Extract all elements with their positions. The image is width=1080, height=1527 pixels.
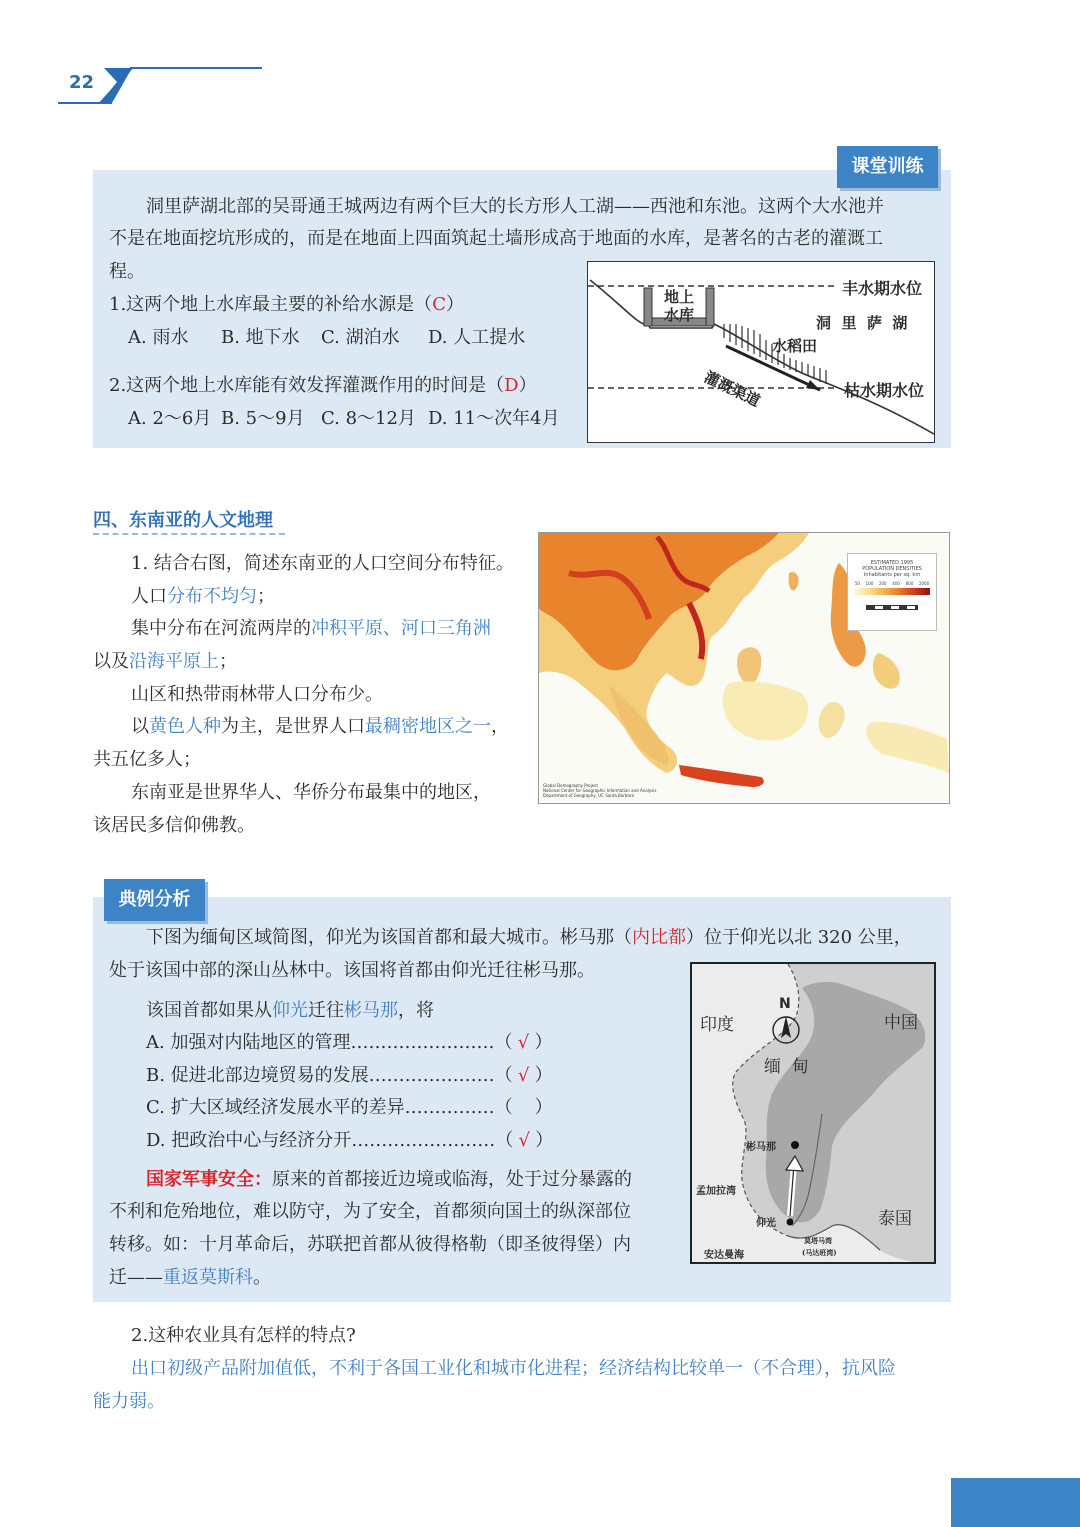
question-2-answer: D	[504, 375, 519, 396]
lead-highlight-1: 仰光	[272, 1000, 308, 1021]
legend-scale-bar	[866, 605, 918, 610]
option-c-close: ）	[534, 1097, 553, 1118]
q1-option-a: A. 雨水	[128, 327, 189, 348]
explanation-title: 国家军事安全：	[146, 1169, 272, 1190]
q1-option-c: C. 湖泊水	[321, 327, 400, 348]
option-a-text: A. 加强对内陆地区的管理……………………（	[146, 1032, 513, 1053]
section-heading-underline	[93, 533, 285, 535]
lead-pre: 该国首都如果从	[146, 1000, 272, 1021]
header-decoration	[0, 0, 300, 110]
question-2-close: ）	[518, 375, 537, 396]
answer-line-1	[131, 581, 275, 614]
answer-2-separator: 、	[383, 618, 401, 639]
answer-line-3	[93, 646, 237, 679]
explanation-line-3: 转移。如：十月革命后，苏联把首都从彼得格勒（即圣彼得堡）内	[109, 1234, 631, 1255]
credit-line-2: National Center for Geographic Information and Analysis	[543, 788, 657, 793]
q1-option-d: D. 人工提水	[428, 327, 526, 348]
legend-title-1: ESTIMATED 1995	[870, 560, 914, 566]
answer-2-pre: 集中分布在河流两岸的	[131, 618, 311, 639]
reservoir-label-2: 水库	[664, 306, 695, 324]
population-map-credit	[543, 783, 656, 798]
option-b-close: ）	[534, 1065, 553, 1086]
option-d-mark: √	[518, 1130, 530, 1151]
lake-label: 洞 里 萨 湖	[816, 314, 908, 332]
q2-option-d: D. 11～次年4月	[428, 408, 560, 429]
answer-5-mid: 为主，是世界人口	[221, 716, 365, 737]
north-label: N	[779, 996, 791, 1012]
myanmar-map	[690, 962, 936, 1264]
answer-1-highlight: 分布不均匀	[167, 586, 257, 607]
question-1-stem: 1.这两个地上水库最主要的补给水源是（	[109, 294, 433, 315]
question-2-answer-line-2: 能力弱。	[93, 1391, 165, 1412]
canal-label: 灌溉渠道	[701, 367, 764, 411]
practice-intro-line-1: 洞里萨湖北部的吴哥通王城两边有两个巨大的长方形人工湖——西池和东池。这两个大水池并	[146, 196, 884, 217]
explanation-text-1: 原来的首都接近边境或临海，处于过分暴露的	[272, 1169, 632, 1190]
answer-3-post: ；	[219, 651, 237, 672]
answer-1-post: ；	[257, 586, 275, 607]
question-1-answer: C	[432, 294, 446, 315]
example-option-c	[146, 1092, 553, 1125]
map-label-yangon: 仰光	[756, 1218, 776, 1229]
explanation-line-1	[146, 1164, 632, 1197]
q2-option-c: C. 8～12月	[321, 408, 416, 429]
section-question: 1. 结合右图，简述东南亚的人口空间分布特征。	[131, 553, 514, 574]
option-d-close: ）	[535, 1130, 554, 1151]
map-label-martaban-2: (马达班湾)	[802, 1248, 837, 1257]
answer-line-4: 山区和热带雨林带人口分布少。	[131, 684, 383, 705]
paddy-label: 水稻田	[772, 337, 818, 355]
option-b-mark: √	[517, 1065, 530, 1086]
map-label-martaban-1: 莫塔马湾	[804, 1236, 832, 1245]
legend-value-1: 50	[854, 581, 860, 586]
question-2-options	[128, 403, 560, 436]
map-label-bay-of-bengal: 孟加拉湾	[696, 1186, 736, 1197]
lead-post: ，将	[398, 1000, 434, 1021]
question-1-close: ）	[445, 294, 464, 315]
question-2-answer-line-1: 出口初级产品附加值低，不利于各国工业化和城市化进程；经济结构比较单一（不合理），抗风险	[131, 1358, 896, 1379]
question-1-options	[128, 322, 525, 355]
answer-1-pre: 人口	[131, 586, 167, 607]
example-intro-pre: 下图为缅甸区域简图，仰光为该国首都和最大城市。彬马那（	[146, 927, 632, 948]
credit-line-1: Global Demography Project	[543, 783, 598, 788]
answer-5-pre: 以	[131, 716, 149, 737]
map-label-china: 中国	[884, 1013, 918, 1033]
answer-line-2	[131, 613, 491, 646]
option-a-mark: √	[517, 1032, 530, 1053]
legend-value-6: 2000	[918, 581, 930, 586]
lead-mid: 迁往	[308, 1000, 344, 1021]
irrigation-diagram	[587, 261, 935, 443]
map-label-andaman: 安达曼海	[704, 1250, 744, 1261]
example-tag: 典例分析	[104, 879, 205, 921]
answer-line-8: 该居民多信仰佛教。	[93, 815, 255, 836]
answer-2-highlight-2: 河口三角洲	[401, 618, 491, 639]
page-number: 22	[69, 72, 95, 93]
explanation-4-highlight: 重返莫斯科	[163, 1267, 253, 1288]
legend-values	[852, 581, 932, 586]
practice-intro-line-3: 程。	[109, 261, 145, 282]
answer-line-5	[131, 711, 509, 744]
example-option-b	[146, 1060, 553, 1093]
question-2	[109, 370, 537, 403]
legend-value-4: 400	[892, 581, 900, 586]
answer-5-post: ，	[491, 716, 509, 737]
option-c-text: C. 扩大区域经济发展水平的差异……………（	[146, 1097, 513, 1118]
q2-option-b: B. 5～9月	[221, 408, 305, 429]
legend-color-ramp	[854, 588, 930, 595]
option-d-text: D. 把政治中心与经济分开……………………（	[146, 1130, 514, 1151]
answer-5-highlight-1: 黄色人种	[149, 716, 221, 737]
explanation-line-2: 不利和危殆地位，难以防守，为了安全，首都须向国土的纵深部位	[109, 1201, 631, 1222]
practice-tag: 课堂训练	[837, 146, 938, 188]
example-lead	[146, 995, 434, 1028]
question-2-agriculture: 2.这种农业具有怎样的特点?	[131, 1325, 356, 1346]
question-1	[109, 289, 464, 322]
map-label-thailand: 泰国	[878, 1209, 912, 1229]
legend-value-5: 800	[905, 581, 914, 586]
example-intro-highlight: 内比都	[632, 927, 686, 948]
page-corner-tab	[951, 1478, 1080, 1527]
population-density-map	[538, 532, 950, 804]
answer-3-highlight: 沿海平原上	[129, 651, 219, 672]
q2-option-a: A. 2～6月	[128, 408, 212, 429]
example-option-a	[146, 1027, 552, 1060]
section-heading: 四、东南亚的人文地理	[93, 510, 273, 531]
example-option-d	[146, 1125, 553, 1158]
answer-line-6: 共五亿多人；	[93, 749, 201, 770]
q1-option-b: B. 地下水	[221, 327, 300, 348]
page-header	[0, 0, 1080, 110]
legend-title-2: POPULATION DENSITIES	[862, 566, 922, 572]
map-label-india: 印度	[700, 1015, 734, 1035]
practice-intro-line-2: 不是在地面挖坑形成的，而是在地面上四面筑起土墙形成高于地面的水库，是著名的古老的灌溉工	[109, 228, 883, 249]
high-water-label: 丰水期水位	[842, 279, 923, 298]
legend-title-3: Inhabitants per sq. km	[863, 572, 921, 578]
low-water-label: 枯水期水位	[844, 381, 925, 400]
answer-3-pre: 以及	[93, 651, 129, 672]
option-b-text: B. 促进北部边境贸易的发展…………………（	[146, 1065, 513, 1086]
legend-value-2: 100	[865, 581, 874, 586]
answer-line-7: 东南亚是世界华人、华侨分布最集中的地区，	[131, 782, 491, 803]
population-map-legend	[847, 553, 937, 631]
credit-line-3: Department of Geography, UC Santa Barbara	[543, 793, 634, 798]
explanation-4-pre: 迁——	[109, 1267, 163, 1288]
option-a-close: ）	[534, 1032, 553, 1053]
legend-value-3: 200	[878, 581, 887, 586]
lead-highlight-2: 彬马那	[344, 1000, 398, 1021]
example-intro-line-2: 处于该国中部的深山丛林中。该国将首都由仰光迁往彬马那。	[109, 960, 595, 981]
map-label-myanmar: 缅 甸	[764, 1057, 809, 1077]
answer-2-highlight-1: 冲积平原	[311, 618, 383, 639]
explanation-4-post: 。	[253, 1267, 271, 1288]
reservoir-label-1: 地上	[664, 288, 695, 306]
example-intro-line-1	[146, 922, 912, 955]
example-intro-post: ）位于仰光以北 320 公里，	[686, 927, 912, 948]
answer-5-highlight-2: 最稠密地区之一	[365, 716, 491, 737]
explanation-line-4	[109, 1262, 271, 1295]
map-label-pyinmana: 彬马那	[746, 1142, 776, 1153]
question-2-stem: 2.这两个地上水库能有效发挥灌溉作用的时间是（	[109, 375, 505, 396]
